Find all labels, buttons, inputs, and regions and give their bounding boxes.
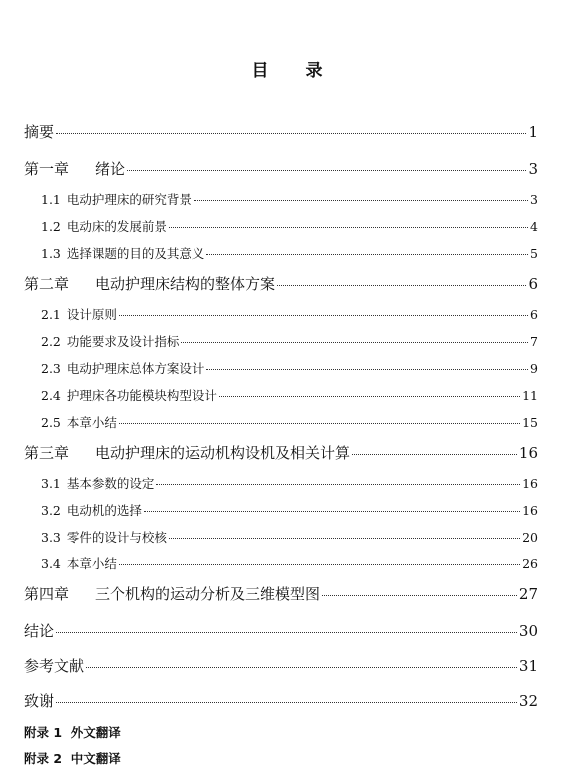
toc-entry-page: 15 — [522, 415, 538, 430]
toc-entry-number: 1.3 — [41, 246, 61, 261]
toc-entry-label — [24, 158, 125, 179]
toc-leader-dots — [219, 396, 520, 397]
toc-entry-page: 27 — [518, 585, 538, 603]
toc-leader-dots — [206, 254, 528, 255]
toc-entry-label — [41, 413, 117, 431]
toc-leader-dots — [181, 342, 528, 343]
toc-entry-title: 护理床各功能模块构型设计 — [66, 388, 217, 403]
toc-entry-page: 20 — [522, 530, 538, 545]
toc-leader-dots — [352, 454, 517, 455]
toc-entry-label — [41, 501, 142, 519]
toc-entry-label — [41, 332, 179, 350]
toc-entry-page: 4 — [530, 219, 538, 234]
toc-entry-title: 电动护理床结构的整体方案 — [95, 275, 276, 293]
toc-entry-title: 电动护理床的运动机构设机及相关计算 — [95, 444, 351, 462]
toc-entry-label — [41, 386, 217, 404]
toc-entry-label — [41, 554, 117, 572]
toc-entry-page: 16 — [518, 444, 538, 462]
appendix-number: 附录 1 — [24, 725, 63, 740]
toc-entry-label — [41, 305, 117, 323]
toc-entry-chapter-4[interactable] — [24, 583, 538, 604]
toc-entry-acknowledgements[interactable] — [24, 690, 538, 711]
toc-entry-chapter-1[interactable] — [24, 158, 538, 179]
toc-entry-label — [41, 474, 154, 492]
toc-entry-section-3-1[interactable] — [41, 474, 538, 492]
appendix-number: 附录 2 — [24, 751, 63, 766]
toc-leader-dots — [86, 667, 517, 668]
toc-leader-dots — [169, 538, 520, 539]
toc-entry-section-2-1[interactable] — [41, 305, 538, 323]
toc-entry-page: 32 — [518, 692, 538, 710]
toc-entry-number: 3.2 — [41, 503, 61, 518]
toc-entry-title: 电动护理床总体方案设计 — [66, 361, 205, 376]
toc-entry-title: 选择课题的目的及其意义 — [66, 246, 205, 261]
toc-entry-section-1-1[interactable] — [41, 190, 538, 208]
toc-entry-page: 30 — [518, 622, 538, 640]
toc-entry-title: 设计原则 — [66, 307, 117, 322]
toc-entry-abstract[interactable] — [24, 121, 538, 142]
toc-leader-dots — [56, 632, 517, 633]
toc-entry-page: 5 — [530, 246, 538, 261]
toc-entry-label — [41, 217, 167, 235]
toc-leader-dots — [194, 200, 528, 201]
toc-entry-page: 31 — [518, 657, 538, 675]
toc-entry-references[interactable] — [24, 655, 538, 676]
toc-entry-section-1-3[interactable] — [41, 244, 538, 262]
toc-entry-label — [41, 528, 167, 546]
toc-entry-title: 电动机的选择 — [66, 503, 142, 518]
toc-entry-label: 结论 — [24, 622, 55, 640]
toc-entry-number: 2.2 — [41, 334, 61, 349]
toc-entry-chapter-2[interactable] — [24, 273, 538, 294]
toc-entry-page: 6 — [528, 275, 538, 293]
toc-entry-label: 参考文献 — [24, 657, 85, 675]
toc-entry-title: 电动床的发展前景 — [66, 219, 167, 234]
toc-entry-section-2-2[interactable] — [41, 332, 538, 350]
toc-entry-number: 1.2 — [41, 219, 61, 234]
toc-entry-label: 致谢 — [24, 692, 55, 710]
toc-leader-dots — [119, 423, 520, 424]
toc-entry-page: 11 — [522, 388, 538, 403]
toc-entry-section-2-3[interactable] — [41, 359, 538, 377]
title-char-1: 目 — [251, 61, 270, 81]
toc-leader-dots — [56, 702, 517, 703]
toc-entry-label — [24, 583, 320, 604]
toc-entry-number: 2.1 — [41, 307, 61, 322]
toc-entry-label — [41, 244, 204, 262]
toc-entry-page: 16 — [522, 476, 538, 491]
toc-entry-title: 本章小结 — [66, 415, 117, 430]
toc-entry-section-2-4[interactable] — [41, 386, 538, 404]
title-char-2: 录 — [305, 61, 324, 81]
toc-entry-label: 摘要 — [24, 123, 55, 141]
toc-entry-section-2-5[interactable] — [41, 413, 538, 431]
toc-entry-number: 第三章 — [24, 444, 70, 462]
toc-entry-page: 16 — [522, 503, 538, 518]
toc-entry-title: 基本参数的设定 — [66, 476, 155, 491]
toc-entry-page: 9 — [530, 361, 538, 376]
toc-leader-dots — [144, 511, 520, 512]
toc-entry-page: 7 — [530, 334, 538, 349]
toc-entry-label — [24, 273, 275, 294]
toc-entry-number: 3.3 — [41, 530, 61, 545]
toc-leader-dots — [156, 484, 520, 485]
toc-entry-section-3-4[interactable] — [41, 554, 538, 572]
toc-entry-page: 6 — [530, 307, 538, 322]
toc-leader-dots — [119, 564, 520, 565]
toc-entry-title: 零件的设计与校核 — [66, 530, 167, 545]
toc-entry-page: 3 — [528, 160, 538, 178]
toc-leader-dots — [56, 133, 526, 134]
toc-entry-title: 功能要求及设计指标 — [66, 334, 180, 349]
page-title — [0, 56, 575, 81]
toc-entry-page: 1 — [528, 123, 538, 141]
toc-leader-dots — [169, 227, 528, 228]
toc-entry-section-1-2[interactable] — [41, 217, 538, 235]
toc-appendix-2[interactable] — [24, 749, 121, 767]
toc-appendix-1[interactable] — [24, 723, 121, 741]
toc-entry-number: 3.1 — [41, 476, 61, 491]
toc-entry-number: 2.5 — [41, 415, 61, 430]
toc-entry-chapter-3[interactable] — [24, 442, 538, 463]
toc-entry-conclusion[interactable] — [24, 620, 538, 641]
toc-leader-dots — [127, 170, 526, 171]
toc-entry-number: 第四章 — [24, 585, 70, 603]
toc-entry-label — [24, 442, 350, 463]
toc-entry-title: 三个机构的运动分析及三维模型图 — [95, 585, 321, 603]
toc-entry-title: 绪论 — [95, 160, 126, 178]
toc-entry-section-3-3[interactable] — [41, 528, 538, 546]
toc-entry-number: 第二章 — [24, 275, 70, 293]
toc-entry-title: 电动护理床的研究背景 — [66, 192, 192, 207]
toc-entry-number: 3.4 — [41, 556, 61, 571]
toc-leader-dots — [119, 315, 528, 316]
toc-entry-page: 3 — [530, 192, 538, 207]
appendix-title: 外文翻译 — [70, 725, 121, 740]
toc-entry-number: 2.4 — [41, 388, 61, 403]
toc-leader-dots — [322, 595, 517, 596]
toc-entry-number: 1.1 — [41, 192, 61, 207]
toc-entry-page: 26 — [522, 556, 538, 571]
toc-entry-title: 本章小结 — [66, 556, 117, 571]
toc-entry-label — [41, 190, 192, 208]
toc-entry-section-3-2[interactable] — [41, 501, 538, 519]
appendix-title: 中文翻译 — [70, 751, 121, 766]
toc-entry-number: 第一章 — [24, 160, 70, 178]
toc-entry-label — [41, 359, 204, 377]
toc-leader-dots — [277, 285, 526, 286]
toc-leader-dots — [206, 369, 528, 370]
toc-entry-number: 2.3 — [41, 361, 61, 376]
